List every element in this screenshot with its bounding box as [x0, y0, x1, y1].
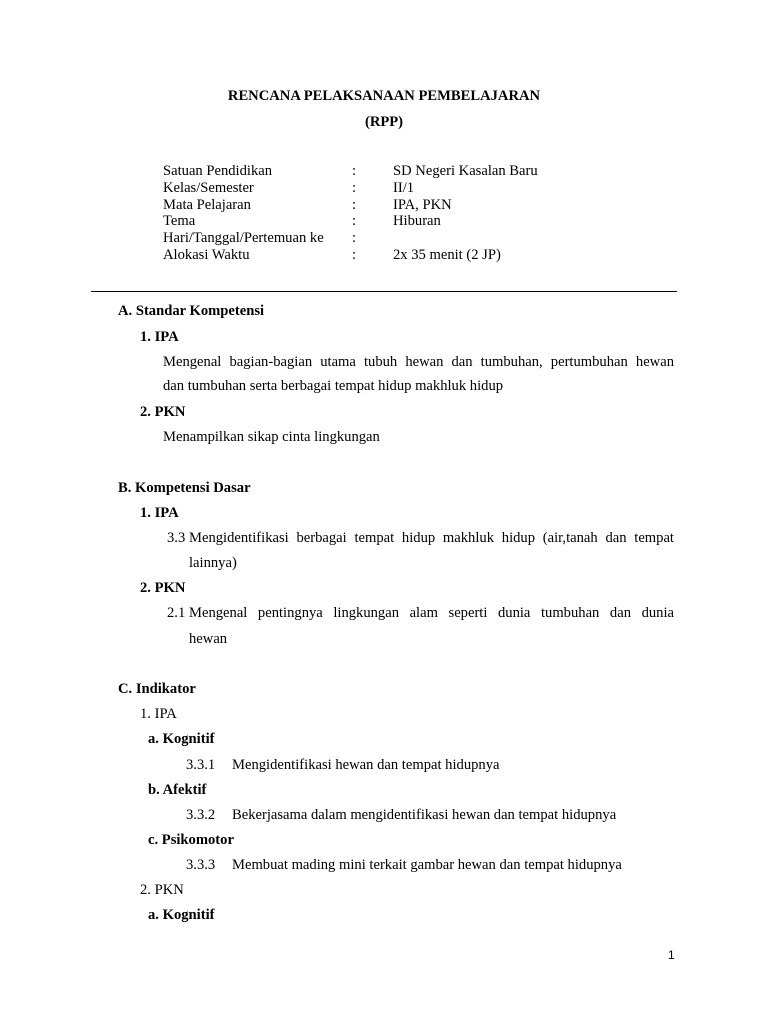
section-c-pkn-kognitif-heading: a. Kognitif	[148, 907, 215, 923]
info-label: Alokasi Waktu	[163, 247, 250, 263]
section-b-pkn-line2: hewan	[189, 631, 228, 647]
section-a-ipa-line1: Mengenal bagian-bagian utama tubuh hewan dan tumbuhan, pertumbuhan hewan	[163, 354, 674, 370]
info-label: Satuan Pendidikan	[163, 163, 273, 179]
section-c-afektif-heading: b. Afektif	[148, 782, 207, 798]
section-c-heading: C. Indikator	[118, 681, 196, 697]
info-value: Hiburan	[393, 213, 441, 229]
indicator-number: 3.3.2	[186, 807, 216, 823]
section-b-ipa-line2: lainnya)	[189, 555, 237, 571]
section-a-ipa-heading: 1. IPA	[140, 329, 179, 345]
indicator-number: 3.3.1	[186, 757, 216, 773]
indicator-text: Membuat mading mini terkait gambar hewan dan tempat hidupnya	[232, 857, 622, 873]
info-separator: :	[352, 163, 357, 179]
info-label: Mata Pelajaran	[163, 197, 251, 213]
section-a-pkn-text: Menampilkan sikap cinta lingkungan	[163, 429, 380, 445]
info-label: Hari/Tanggal/Pertemuan ke	[163, 230, 324, 246]
horizontal-rule	[91, 291, 677, 292]
section-b-ipa-line1: Mengidentifikasi berbagai tempat hidup makhluk hidup (air,tanah dan tempat	[189, 530, 674, 546]
section-a-heading: A. Standar Kompetensi	[118, 303, 265, 319]
section-c-ipa-heading: 1. IPA	[140, 706, 177, 722]
section-b-heading: B. Kompetensi Dasar	[118, 480, 251, 496]
info-label: Kelas/Semester	[163, 180, 254, 196]
section-b-ipa-number: 3.3	[167, 530, 186, 546]
section-c-kognitif-heading: a. Kognitif	[148, 731, 215, 747]
section-b-ipa-heading: 1. IPA	[140, 505, 179, 521]
indicator-text: Bekerjasama dalam mengidentifikasi hewan dan tempat hidupnya	[232, 807, 617, 823]
section-a-pkn-heading: 2. PKN	[140, 404, 186, 420]
section-b-pkn-line1: Mengenal pentingnya lingkungan alam seperti dunia tumbuhan dan dunia	[189, 605, 674, 621]
info-separator: :	[352, 230, 357, 246]
section-b-pkn-number: 2.1	[167, 605, 186, 621]
info-label: Tema	[163, 213, 196, 229]
section-b-pkn-heading: 2. PKN	[140, 580, 186, 596]
info-value: IPA, PKN	[393, 197, 452, 213]
info-separator: :	[352, 213, 357, 229]
section-c-pkn-heading: 2. PKN	[140, 882, 184, 898]
info-separator: :	[352, 180, 357, 196]
info-value: II/1	[393, 180, 415, 196]
section-a-ipa-line2: dan tumbuhan serta berbagai tempat hidup makhluk hidup	[163, 378, 504, 394]
section-c-psikomotor-heading: c. Psikomotor	[148, 832, 234, 848]
indicator-text: Mengidentifikasi hewan dan tempat hidupnya	[232, 757, 500, 773]
info-value: 2x 35 menit (2 JP)	[393, 247, 501, 263]
page-number: 1	[668, 948, 675, 962]
document-title: RENCANA PELAKSANAAN PEMBELAJARAN	[227, 88, 541, 104]
document-subtitle: (RPP)	[364, 114, 404, 130]
info-separator: :	[352, 247, 357, 263]
info-separator: :	[352, 197, 357, 213]
indicator-number: 3.3.3	[186, 857, 216, 873]
info-value: SD Negeri Kasalan Baru	[393, 163, 538, 179]
